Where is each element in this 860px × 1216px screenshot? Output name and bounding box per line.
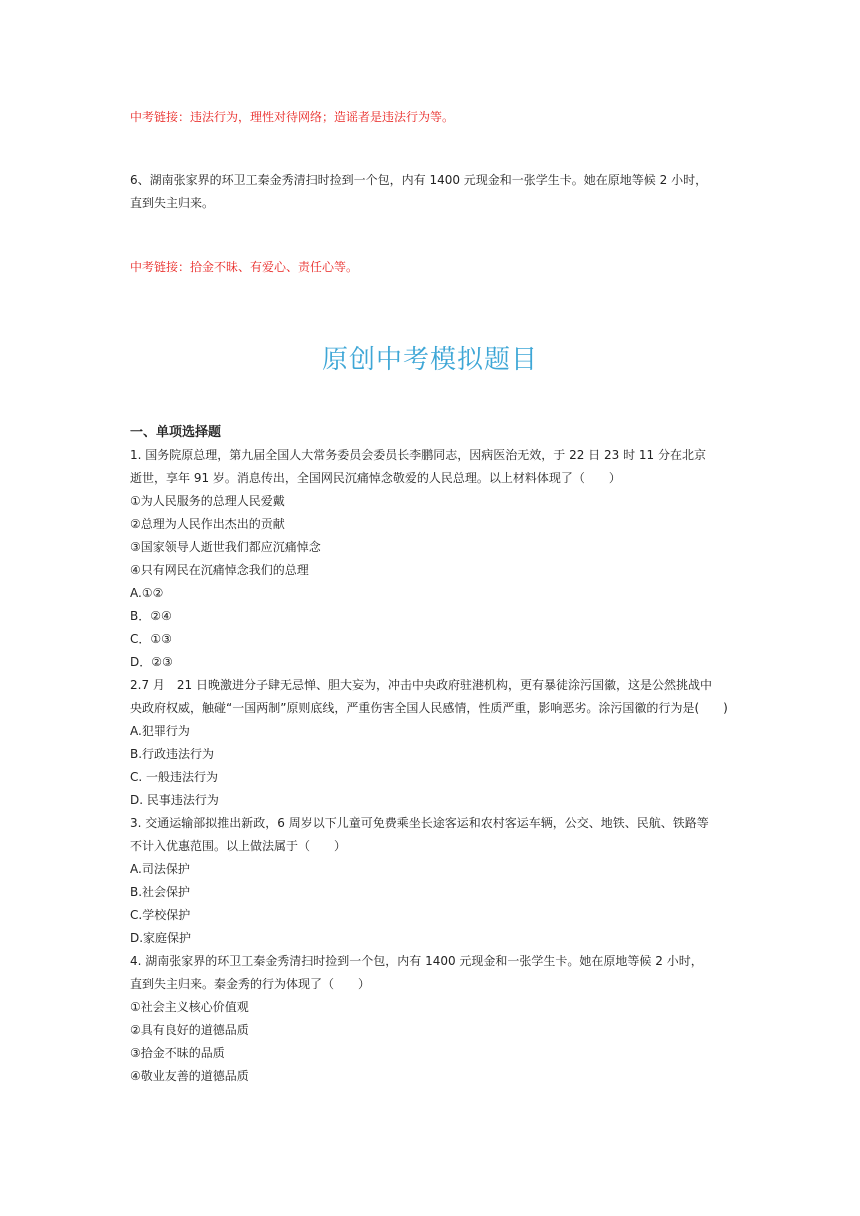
q4-option: ③拾金不昧的品质 (130, 1046, 225, 1060)
q2-stem-line-2: 央政府权威，触碰“一国两制”原则底线，严重伤害全国人民感情，性质严重，影响恶劣。涂污国徽的行为是( ) (130, 701, 728, 715)
item-6-line-2: 直到失主归来。 (130, 196, 215, 210)
q4-option: ①社会主义核心价值观 (130, 1000, 249, 1014)
q2-choice: D. 民事违法行为 (130, 793, 219, 807)
q2-choice: C. 一般违法行为 (130, 770, 219, 784)
q1-choice: B．②④ (130, 609, 172, 623)
q3-choice: D.家庭保护 (130, 931, 192, 945)
q2-choice: A.犯罪行为 (130, 724, 190, 738)
exam-link-2: 中考链接：拾金不昧、有爱心、责任心等。 (130, 260, 359, 274)
q4-stem-line-2: 直到失主归来。秦金秀的行为体现了（ ） (130, 977, 371, 991)
q1-stem-line-1: 1. 国务院原总理，第九届全国人大常务委员会委员长李鹏同志，因病医治无效，于 22 日 23 时 11 分在北京 (130, 448, 706, 462)
q4-option: ②具有良好的道德品质 (130, 1023, 249, 1037)
q3-choice: C.学校保护 (130, 908, 191, 922)
document-page (130, 0, 730, 1216)
q4-option: ④敬业友善的道德品质 (130, 1069, 249, 1083)
q4-stem-line-1: 4. 湖南张家界的环卫工秦金秀清扫时捡到一个包，内有 1400 元现金和一张学生卡。她在原地等候 2 小时， (130, 954, 703, 968)
q2-stem-line-1: 2.7 月 21 日晚激进分子肆无忌惮、胆大妄为，冲击中央政府驻港机构，更有暴徒涂污国徽，这是公然挑战中 (130, 678, 712, 692)
q1-option: ④只有网民在沉痛悼念我们的总理 (130, 563, 309, 577)
page-title: 原创中考模拟题目 (321, 345, 538, 375)
section-heading: 一、单项选择题 (130, 425, 222, 440)
q1-choice: D．②③ (130, 655, 173, 669)
item-6-line-1: 6、湖南张家界的环卫工秦金秀清扫时捡到一个包，内有 1400 元现金和一张学生卡。她在原地等候 2 小时， (130, 173, 708, 187)
q3-stem-line-1: 3. 交通运输部拟推出新政，6 周岁以下儿童可免费乘坐长途客运和农村客运车辆，公交、地铁、民航、铁路等 (130, 816, 709, 830)
q1-option: ②总理为人民作出杰出的贡献 (130, 517, 285, 531)
q1-option: ①为人民服务的总理人民爱戴 (130, 494, 285, 508)
q1-stem-line-2: 逝世，享年 91 岁。消息传出，全国网民沉痛悼念敬爱的人民总理。以上材料体现了（ ） (130, 471, 621, 485)
q3-choice: B.社会保护 (130, 885, 191, 899)
q1-option: ③国家领导人逝世我们都应沉痛悼念 (130, 540, 321, 554)
q1-choice: C．①③ (130, 632, 172, 646)
q3-stem-line-2: 不计入优惠范围。以上做法属于（ ） (130, 839, 347, 853)
q1-choice: A.①② (130, 586, 164, 600)
exam-link-1: 中考链接：违法行为，理性对待网络；造谣者是违法行为等。 (130, 110, 455, 124)
q2-choice: B.行政违法行为 (130, 747, 215, 761)
q3-choice: A.司法保护 (130, 862, 190, 876)
